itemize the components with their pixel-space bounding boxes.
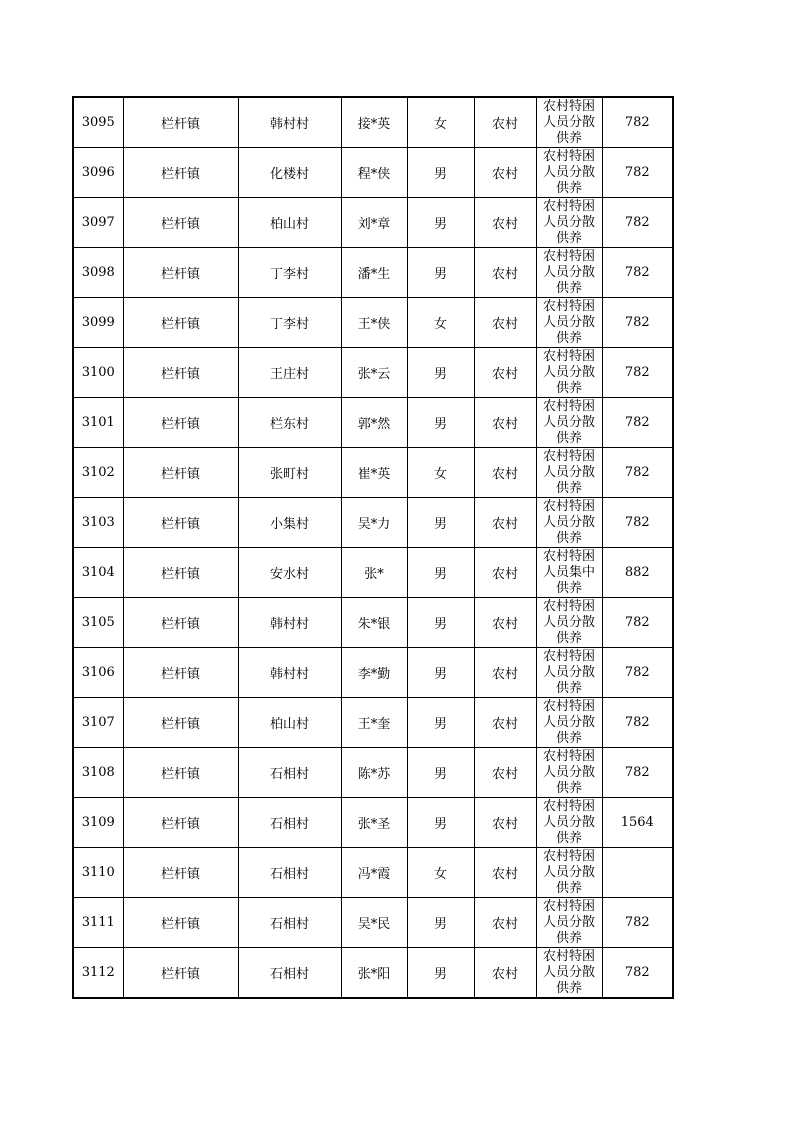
village-cell: 栏东村	[238, 398, 341, 448]
row-number-cell: 3108	[73, 748, 123, 798]
town-cell: 栏杆镇	[123, 298, 238, 348]
name-cell: 崔*英	[341, 448, 407, 498]
area-cell: 农村	[474, 648, 536, 698]
name-cell: 潘*生	[341, 248, 407, 298]
area-cell: 农村	[474, 948, 536, 999]
support-type-cell	[536, 97, 602, 148]
amount-cell: 782	[602, 748, 673, 798]
town-cell: 栏杆镇	[123, 348, 238, 398]
support-type-text: 农村特困人员分散供养	[542, 199, 595, 246]
row-number-cell: 3100	[73, 348, 123, 398]
support-type-cell	[536, 298, 602, 348]
area-cell: 农村	[474, 748, 536, 798]
town-cell: 栏杆镇	[123, 248, 238, 298]
amount-cell: 782	[602, 498, 673, 548]
row-number-cell: 3102	[73, 448, 123, 498]
area-cell: 农村	[474, 848, 536, 898]
row-number-cell: 3107	[73, 698, 123, 748]
support-type-text: 农村特困人员分散供养	[542, 699, 595, 746]
table-row	[73, 698, 673, 748]
town-cell: 栏杆镇	[123, 97, 238, 148]
table-body	[73, 97, 673, 998]
name-cell: 张*	[341, 548, 407, 598]
support-type-cell	[536, 498, 602, 548]
row-number-cell: 3109	[73, 798, 123, 848]
amount-cell: 782	[602, 398, 673, 448]
support-type-text: 农村特困人员分散供养	[542, 599, 595, 646]
row-number-cell: 3111	[73, 898, 123, 948]
support-type-cell	[536, 798, 602, 848]
gender-cell: 男	[407, 198, 474, 248]
support-type-text: 农村特困人员集中供养	[542, 549, 595, 596]
amount-cell: 782	[602, 198, 673, 248]
gender-cell: 女	[407, 448, 474, 498]
name-cell: 吴*民	[341, 898, 407, 948]
amount-cell: 782	[602, 97, 673, 148]
amount-cell: 882	[602, 548, 673, 598]
gender-cell: 女	[407, 848, 474, 898]
table-row	[73, 948, 673, 999]
table-row	[73, 598, 673, 648]
area-cell: 农村	[474, 448, 536, 498]
support-type-cell	[536, 548, 602, 598]
gender-cell: 男	[407, 898, 474, 948]
row-number-cell: 3110	[73, 848, 123, 898]
support-type-text: 农村特困人员分散供养	[542, 149, 595, 196]
town-cell: 栏杆镇	[123, 848, 238, 898]
name-cell: 刘*章	[341, 198, 407, 248]
name-cell: 张*阳	[341, 948, 407, 999]
support-type-cell	[536, 898, 602, 948]
row-number-cell: 3106	[73, 648, 123, 698]
support-type-text: 农村特困人员分散供养	[542, 299, 595, 346]
area-cell: 农村	[474, 798, 536, 848]
table-row	[73, 448, 673, 498]
town-cell: 栏杆镇	[123, 498, 238, 548]
row-number-cell: 3101	[73, 398, 123, 448]
village-cell: 韩村村	[238, 97, 341, 148]
amount-cell: 782	[602, 298, 673, 348]
village-cell: 化楼村	[238, 148, 341, 198]
row-number-cell: 3096	[73, 148, 123, 198]
area-cell: 农村	[474, 598, 536, 648]
name-cell: 王*奎	[341, 698, 407, 748]
area-cell: 农村	[474, 698, 536, 748]
village-cell: 韩村村	[238, 648, 341, 698]
gender-cell: 男	[407, 948, 474, 999]
amount-cell: 1564	[602, 798, 673, 848]
name-cell: 张*圣	[341, 798, 407, 848]
gender-cell: 男	[407, 548, 474, 598]
amount-cell	[602, 848, 673, 898]
area-cell: 农村	[474, 498, 536, 548]
area-cell: 农村	[474, 348, 536, 398]
table-row	[73, 148, 673, 198]
table-row	[73, 248, 673, 298]
support-type-text: 农村特困人员分散供养	[542, 249, 595, 296]
name-cell: 李*勤	[341, 648, 407, 698]
support-type-cell	[536, 248, 602, 298]
village-cell: 石相村	[238, 898, 341, 948]
table-row	[73, 798, 673, 848]
town-cell: 栏杆镇	[123, 898, 238, 948]
support-type-cell	[536, 448, 602, 498]
village-cell: 柏山村	[238, 698, 341, 748]
gender-cell: 男	[407, 398, 474, 448]
table-row	[73, 97, 673, 148]
support-type-text: 农村特困人员分散供养	[542, 99, 595, 146]
village-cell: 张町村	[238, 448, 341, 498]
area-cell: 农村	[474, 198, 536, 248]
town-cell: 栏杆镇	[123, 448, 238, 498]
gender-cell: 男	[407, 698, 474, 748]
row-number-cell: 3105	[73, 598, 123, 648]
amount-cell: 782	[602, 698, 673, 748]
row-number-cell: 3098	[73, 248, 123, 298]
table-row	[73, 898, 673, 948]
village-cell: 石相村	[238, 848, 341, 898]
village-cell: 石相村	[238, 948, 341, 999]
town-cell: 栏杆镇	[123, 698, 238, 748]
row-number-cell: 3097	[73, 198, 123, 248]
town-cell: 栏杆镇	[123, 398, 238, 448]
row-number-cell: 3112	[73, 948, 123, 999]
village-cell: 丁李村	[238, 298, 341, 348]
area-cell: 农村	[474, 898, 536, 948]
gender-cell: 女	[407, 97, 474, 148]
table-row	[73, 548, 673, 598]
name-cell: 郭*然	[341, 398, 407, 448]
gender-cell: 男	[407, 148, 474, 198]
table-row	[73, 348, 673, 398]
name-cell: 冯*霞	[341, 848, 407, 898]
support-type-text: 农村特困人员分散供养	[542, 449, 595, 496]
support-type-cell	[536, 398, 602, 448]
row-number-cell: 3099	[73, 298, 123, 348]
amount-cell: 782	[602, 248, 673, 298]
name-cell: 接*英	[341, 97, 407, 148]
beneficiary-table	[72, 96, 674, 999]
row-number-cell: 3095	[73, 97, 123, 148]
village-cell: 柏山村	[238, 198, 341, 248]
gender-cell: 男	[407, 348, 474, 398]
area-cell: 农村	[474, 97, 536, 148]
area-cell: 农村	[474, 548, 536, 598]
table-row	[73, 748, 673, 798]
table-row	[73, 398, 673, 448]
town-cell: 栏杆镇	[123, 548, 238, 598]
town-cell: 栏杆镇	[123, 198, 238, 248]
area-cell: 农村	[474, 148, 536, 198]
amount-cell: 782	[602, 648, 673, 698]
support-type-text: 农村特困人员分散供养	[542, 649, 595, 696]
support-type-text: 农村特困人员分散供养	[542, 749, 595, 796]
amount-cell: 782	[602, 348, 673, 398]
table-row	[73, 648, 673, 698]
area-cell: 农村	[474, 398, 536, 448]
support-type-cell	[536, 948, 602, 999]
name-cell: 张*云	[341, 348, 407, 398]
town-cell: 栏杆镇	[123, 648, 238, 698]
amount-cell: 782	[602, 448, 673, 498]
support-type-text: 农村特困人员分散供养	[542, 399, 595, 446]
gender-cell: 男	[407, 498, 474, 548]
amount-cell: 782	[602, 898, 673, 948]
gender-cell: 男	[407, 798, 474, 848]
support-type-cell	[536, 348, 602, 398]
name-cell: 王*侠	[341, 298, 407, 348]
support-type-cell	[536, 848, 602, 898]
name-cell: 陈*苏	[341, 748, 407, 798]
amount-cell: 782	[602, 598, 673, 648]
town-cell: 栏杆镇	[123, 798, 238, 848]
support-type-cell	[536, 198, 602, 248]
area-cell: 农村	[474, 248, 536, 298]
support-type-text: 农村特困人员分散供养	[542, 799, 595, 846]
village-cell: 韩村村	[238, 598, 341, 648]
table-row	[73, 848, 673, 898]
gender-cell: 男	[407, 598, 474, 648]
support-type-text: 农村特困人员分散供养	[542, 349, 595, 396]
row-number-cell: 3104	[73, 548, 123, 598]
gender-cell: 男	[407, 248, 474, 298]
support-type-cell	[536, 748, 602, 798]
amount-cell: 782	[602, 948, 673, 999]
gender-cell: 男	[407, 648, 474, 698]
village-cell: 安水村	[238, 548, 341, 598]
table-row	[73, 198, 673, 248]
support-type-cell	[536, 148, 602, 198]
gender-cell: 男	[407, 748, 474, 798]
name-cell: 吴*力	[341, 498, 407, 548]
support-type-text: 农村特困人员分散供养	[542, 949, 595, 996]
table-row	[73, 498, 673, 548]
support-type-text: 农村特困人员分散供养	[542, 499, 595, 546]
gender-cell: 女	[407, 298, 474, 348]
village-cell: 丁李村	[238, 248, 341, 298]
town-cell: 栏杆镇	[123, 948, 238, 999]
support-type-text: 农村特困人员分散供养	[542, 849, 595, 896]
village-cell: 石相村	[238, 748, 341, 798]
village-cell: 王庄村	[238, 348, 341, 398]
name-cell: 程*侠	[341, 148, 407, 198]
amount-cell: 782	[602, 148, 673, 198]
name-cell: 朱*银	[341, 598, 407, 648]
row-number-cell: 3103	[73, 498, 123, 548]
support-type-text: 农村特困人员分散供养	[542, 899, 595, 946]
village-cell: 小集村	[238, 498, 341, 548]
town-cell: 栏杆镇	[123, 598, 238, 648]
town-cell: 栏杆镇	[123, 748, 238, 798]
table-row	[73, 298, 673, 348]
support-type-cell	[536, 698, 602, 748]
support-type-cell	[536, 648, 602, 698]
village-cell: 石相村	[238, 798, 341, 848]
town-cell: 栏杆镇	[123, 148, 238, 198]
support-type-cell	[536, 598, 602, 648]
area-cell: 农村	[474, 298, 536, 348]
